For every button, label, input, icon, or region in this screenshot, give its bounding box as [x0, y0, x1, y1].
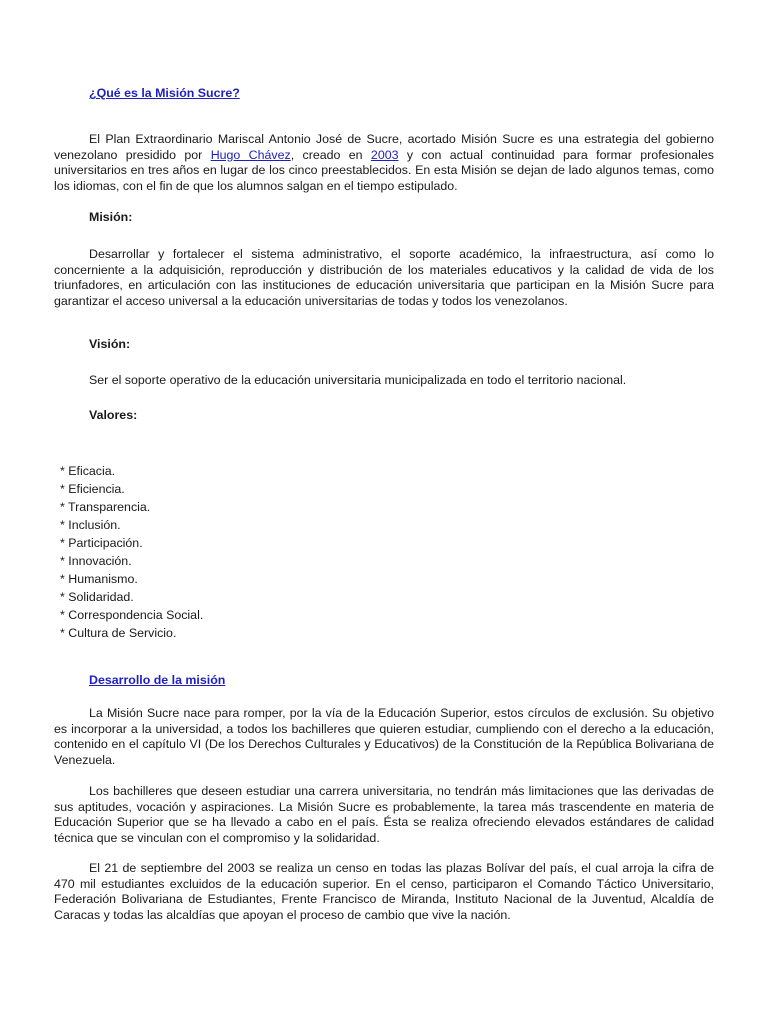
intro-paragraph	[54, 132, 714, 194]
valor-item: * Solidaridad.	[60, 590, 134, 604]
year-2003-link[interactable]: 2003	[370, 147, 399, 162]
valor-item: * Innovación.	[60, 554, 132, 568]
desarrollo-heading-link[interactable]: Desarrollo de la misión	[89, 673, 226, 687]
valor-item: * Correspondencia Social.	[60, 608, 204, 622]
valor-item: * Participación.	[60, 536, 143, 550]
valor-item: * Eficacia.	[60, 464, 116, 478]
intro-text-end: y con actual continuidad para formar profesionales universitarios en tres años en lugar de los cinco preestablecidos. En esta Misión se dejan de lado algunos temas, como los idiomas, con el fin de que los alumnos salgan en el tiempo estipulado.	[54, 147, 714, 193]
desarrollo-paragraph-3: El 21 de septiembre del 2003 se realiza un censo en todas las plazas Bolívar del país, el cual arroja la cifra de 470 mil estudiantes excluidos de la educación superior. En el censo, participaron el Comando Táctico Universitario, Federación Bolivariana de Estudiantes, Frente Francisco de Miranda, Instituto Nacional de la Juventud, Alcaldía de Caracas y todas las alcaldías que apoyan el proceso de cambio que vive la nación.	[54, 861, 714, 922]
mision-paragraph: Desarrollar y fortalecer el sistema administrativo, el soporte académico, la infraestructura, así como lo concerniente a la adquisición, reproducción y distribución de los materiales educativos y la calidad de vida de los triunfadores, en articulación con las instituciones de educación universitaria que participan en la Misión Sucre para garantizar el acceso universal a la educación universitarias de todas y todos los venezolanos.	[54, 247, 714, 308]
title-link[interactable]: ¿Qué es la Misión Sucre?	[89, 86, 240, 100]
vision-heading: Visión:	[89, 337, 131, 351]
valores-heading: Valores:	[89, 408, 138, 422]
vision-paragraph: Ser el soporte operativo de la educación universitaria municipalizada en todo el territorio nacional.	[89, 373, 627, 387]
desarrollo-paragraph-1: La Misión Sucre nace para romper, por la vía de la Educación Superior, estos círculos de exclusión. Su objetivo es incorporar a la universidad, a todos los bachilleres que quieren estudiar, cumpliendo con el derecho a la educación, contenido en el capítulo VI (De los Derechos Culturales y Educativos) de la Constitución de la República Bolivariana de Venezuela.	[54, 706, 714, 767]
valor-item: * Transparencia.	[60, 500, 151, 514]
valores-list	[60, 462, 203, 642]
valor-item: * Cultura de Servicio.	[60, 626, 177, 640]
valor-item: * Eficiencia.	[60, 482, 125, 496]
valor-item: * Inclusión.	[60, 518, 121, 532]
valor-item: * Humanismo.	[60, 572, 138, 586]
intro-text-middle: , creado en	[290, 147, 371, 162]
hugo-chavez-link[interactable]: Hugo Chávez	[210, 147, 291, 162]
mision-heading: Misión:	[89, 210, 133, 224]
intro-text-start: El Plan Extraordinario Mariscal Antonio José de Sucre, acortado Misión Sucre es una estrategia del gobierno venezolano presidido por	[54, 132, 714, 162]
desarrollo-paragraph-2: Los bachilleres que deseen estudiar una carrera universitaria, no tendrán más limitaciones que las derivadas de sus aptitudes, vocación y aspiraciones. La Misión Sucre es probablemente, la tarea más trascendente en materia de Educación Superior que se ha llevado a cabo en el país. Ésta se realiza ofreciendo elevados estándares de calidad técnica que se vinculan con el compromiso y la solidaridad.	[54, 784, 714, 845]
